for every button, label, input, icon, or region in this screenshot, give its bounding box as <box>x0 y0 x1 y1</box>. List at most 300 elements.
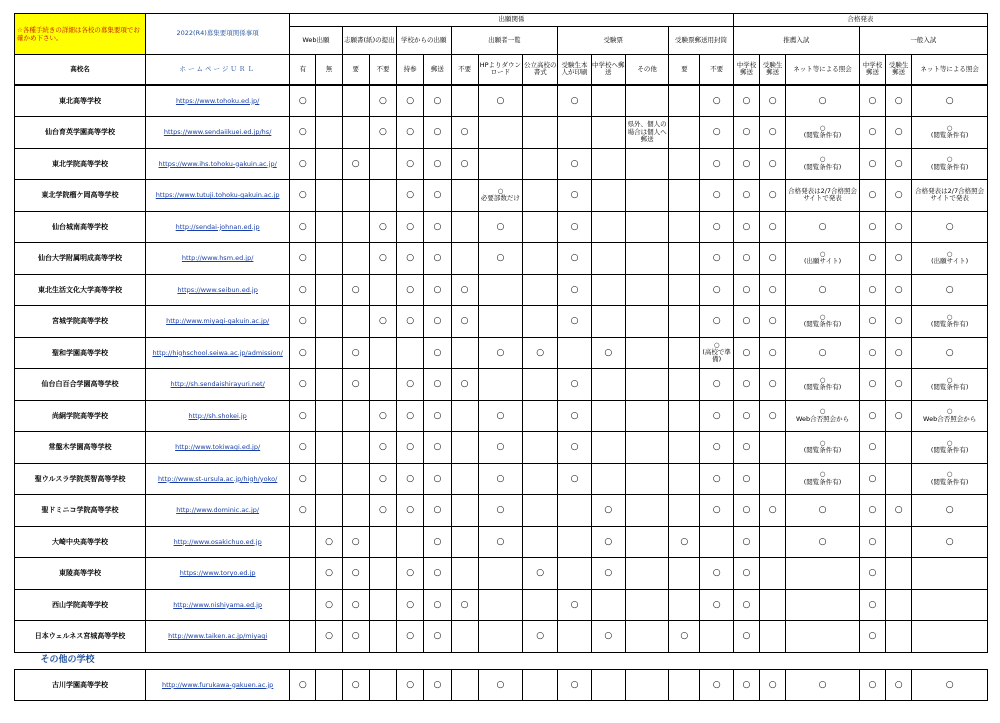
status-cell <box>342 432 369 464</box>
school-name: 仙台育英学園高等学校 <box>15 117 146 149</box>
status-cell: ○ <box>700 369 733 401</box>
status-cell <box>290 621 316 653</box>
status-cell <box>669 211 700 243</box>
school-url-link[interactable]: http://sendai-johnan.ed.jp <box>175 222 260 231</box>
status-cell: ○ <box>886 400 912 432</box>
status-cell: ○ <box>369 400 396 432</box>
status-cell <box>591 148 625 180</box>
status-cell: ○ <box>859 274 885 306</box>
status-cell: ○ <box>886 211 912 243</box>
status-cell: ○ <box>859 243 885 275</box>
status-cell <box>625 526 668 558</box>
status-cell: ○ <box>342 526 369 558</box>
status-cell: ○ (閲覧条件有) <box>786 117 860 149</box>
status-cell: ○ <box>342 669 369 701</box>
status-cell: ○ <box>591 558 625 590</box>
status-cell: ○ <box>733 463 759 495</box>
status-cell <box>591 211 625 243</box>
status-cell: ○ <box>700 274 733 306</box>
status-cell <box>369 621 396 653</box>
status-cell: ○ <box>760 148 786 180</box>
status-cell <box>700 526 733 558</box>
status-cell: ○ <box>397 180 424 212</box>
school-url-link[interactable]: http://www.taiken.ac.jp/miyagi <box>168 632 268 641</box>
table-row <box>15 526 988 558</box>
status-cell: ○ <box>316 526 342 558</box>
status-cell <box>478 306 522 338</box>
status-cell <box>625 669 668 701</box>
school-url-link[interactable]: https://www.seibun.ed.jp <box>177 285 258 294</box>
group-result-header: 合格発表 <box>733 14 987 27</box>
status-cell: ○ <box>700 306 733 338</box>
status-cell <box>558 558 591 590</box>
school-table <box>14 13 988 701</box>
status-cell: ○ <box>523 621 558 653</box>
page-subtitle: ホームページＵＲＬ <box>146 55 290 85</box>
school-name: 西山学院高等学校 <box>15 589 146 621</box>
status-cell: ○ (閲覧条件有) <box>912 432 988 464</box>
status-cell: ○ <box>523 558 558 590</box>
school-name: 東北高等学校 <box>15 85 146 117</box>
status-cell <box>523 669 558 701</box>
status-cell <box>625 337 668 369</box>
status-cell <box>451 400 478 432</box>
table-row <box>15 148 988 180</box>
status-cell <box>912 589 988 621</box>
status-cell: ○ <box>859 369 885 401</box>
status-cell: ○ <box>760 400 786 432</box>
status-cell <box>478 369 522 401</box>
status-cell <box>316 432 342 464</box>
status-cell: ○ <box>786 526 860 558</box>
status-cell <box>669 85 700 117</box>
status-cell: ○ <box>369 495 396 527</box>
status-cell: ○ <box>478 669 522 701</box>
sub-header: その他 <box>625 55 668 85</box>
school-name: 尚絅学院高等学校 <box>15 400 146 432</box>
status-cell: ○ <box>733 589 759 621</box>
status-cell <box>669 432 700 464</box>
status-cell <box>369 180 396 212</box>
table-row <box>15 117 988 149</box>
school-name-column-header: 高校名 <box>15 55 146 85</box>
status-cell: ○ (高校で準備) <box>700 337 733 369</box>
status-cell: ○ <box>558 243 591 275</box>
status-cell <box>886 526 912 558</box>
status-cell <box>523 369 558 401</box>
school-name: 東北生活文化大学高等学校 <box>15 274 146 306</box>
status-cell <box>342 85 369 117</box>
sub-header: ネット等による照会 <box>912 55 988 85</box>
status-cell: ○ <box>290 369 316 401</box>
page-title: 2022(R4)募集要項関係事項 <box>146 14 290 55</box>
status-cell: ○ <box>290 180 316 212</box>
group-application-header: 出願関係 <box>290 14 734 27</box>
status-cell: ○ <box>760 243 786 275</box>
table-row <box>15 669 988 701</box>
school-name: 大崎中央高等学校 <box>15 526 146 558</box>
status-cell <box>558 117 591 149</box>
status-cell: 合格発表は2/7合格照会サイトで発表 <box>912 180 988 212</box>
status-cell <box>669 148 700 180</box>
status-cell <box>523 400 558 432</box>
school-url-cell <box>146 148 290 180</box>
status-cell: ○ <box>733 400 759 432</box>
status-cell: ○ <box>290 337 316 369</box>
status-cell: ○ <box>760 180 786 212</box>
sub-header: 受験生郵送 <box>886 55 912 85</box>
status-cell <box>342 243 369 275</box>
school-url-link[interactable]: http://www.osakichuo.ed.jp <box>173 537 262 546</box>
status-cell: ○ <box>912 495 988 527</box>
status-cell: ○ <box>886 495 912 527</box>
status-cell: ○ <box>733 148 759 180</box>
status-cell: ○ <box>369 211 396 243</box>
status-cell: ○ <box>786 85 860 117</box>
school-url-link[interactable]: https://www.ihs.tohoku-gakuin.ac.jp/ <box>158 159 277 168</box>
status-cell: ○ <box>369 85 396 117</box>
status-cell: ○ <box>700 463 733 495</box>
status-cell <box>591 589 625 621</box>
school-url-cell <box>146 621 290 653</box>
table-row <box>15 495 988 527</box>
status-cell: ○ <box>786 274 860 306</box>
school-url-link[interactable]: http://www.furukawa-gakuen.ac.jp <box>161 680 274 689</box>
school-table-sheet <box>14 13 988 701</box>
status-cell: ○ <box>700 400 733 432</box>
status-cell: ○ <box>342 337 369 369</box>
status-cell: ○ <box>397 117 424 149</box>
status-cell <box>316 243 342 275</box>
status-cell: ○ <box>424 306 451 338</box>
status-cell: ○ <box>558 211 591 243</box>
sub-header: 中学校郵送 <box>859 55 885 85</box>
status-cell: ○ <box>369 243 396 275</box>
status-cell: ○ <box>424 243 451 275</box>
status-cell <box>591 274 625 306</box>
status-cell <box>591 117 625 149</box>
status-cell: ○ <box>859 337 885 369</box>
status-cell: ○ <box>912 526 988 558</box>
status-cell <box>478 117 522 149</box>
status-cell: ○ (出願サイト) <box>912 243 988 275</box>
status-cell: ○ <box>369 306 396 338</box>
school-url-link[interactable]: https://www.tutuji.tohoku-gakuin.ac.jp <box>155 191 280 200</box>
sub-header: 不要 <box>369 55 396 85</box>
status-cell: ○ <box>290 463 316 495</box>
status-cell: ○ <box>760 211 786 243</box>
status-cell: ○ (閲覧条件有) <box>786 306 860 338</box>
status-cell: ○ <box>859 180 885 212</box>
status-cell: ○ <box>558 669 591 701</box>
status-cell <box>625 180 668 212</box>
status-cell: ○ <box>558 306 591 338</box>
status-cell: ○ <box>859 589 885 621</box>
status-cell <box>669 400 700 432</box>
status-cell: ○ <box>369 463 396 495</box>
status-cell: ○ <box>451 369 478 401</box>
status-cell: ○ <box>290 400 316 432</box>
status-cell: ○ <box>760 117 786 149</box>
status-cell <box>591 306 625 338</box>
status-cell: ○ <box>478 495 522 527</box>
status-cell: ○ <box>290 669 316 701</box>
status-cell: ○ <box>733 621 759 653</box>
status-cell <box>669 558 700 590</box>
status-cell: ○ <box>290 432 316 464</box>
school-name: 東北学院榴ケ岡高等学校 <box>15 180 146 212</box>
school-name: 東北学院高等学校 <box>15 148 146 180</box>
status-cell <box>523 243 558 275</box>
status-cell: ○ <box>424 274 451 306</box>
status-cell: ○ <box>558 180 591 212</box>
status-cell: ○ <box>859 621 885 653</box>
status-cell <box>558 495 591 527</box>
school-name: 仙台大学附属明成高等学校 <box>15 243 146 275</box>
school-url-link[interactable]: https://www.tohoku.ed.jp/ <box>175 96 260 105</box>
status-cell <box>451 621 478 653</box>
status-cell: ○ <box>290 243 316 275</box>
school-url-cell <box>146 432 290 464</box>
status-cell: ○ <box>558 369 591 401</box>
status-cell <box>523 180 558 212</box>
status-cell <box>397 337 424 369</box>
status-cell: ○ <box>478 243 522 275</box>
status-cell: ○ <box>591 526 625 558</box>
status-cell: ○ <box>290 211 316 243</box>
status-cell: ○ <box>859 117 885 149</box>
school-url-link[interactable]: http://www.dominic.ac.jp/ <box>176 506 260 515</box>
table-row <box>15 243 988 275</box>
status-cell <box>523 495 558 527</box>
school-name: 古川学園高等学校 <box>15 669 146 701</box>
status-cell: ○ <box>316 558 342 590</box>
status-cell: ○ <box>733 117 759 149</box>
status-cell: ○ 必要部数だけ <box>478 180 522 212</box>
status-cell <box>316 463 342 495</box>
status-cell <box>523 463 558 495</box>
status-cell: ○ <box>669 526 700 558</box>
status-cell <box>316 400 342 432</box>
status-cell: ○ <box>669 621 700 653</box>
status-cell: ○ <box>478 463 522 495</box>
status-cell <box>342 306 369 338</box>
status-cell <box>625 589 668 621</box>
school-url-link[interactable]: http://sh.sendaishirayuri.net/ <box>170 380 265 389</box>
status-cell: ○ <box>859 148 885 180</box>
school-url-cell <box>146 526 290 558</box>
status-cell <box>397 526 424 558</box>
status-cell: ○ <box>733 85 759 117</box>
status-cell <box>451 243 478 275</box>
school-url-link[interactable]: http://sh.shokei.jp <box>188 411 247 420</box>
status-cell <box>523 85 558 117</box>
table-row <box>15 337 988 369</box>
status-cell <box>786 558 860 590</box>
status-cell <box>625 495 668 527</box>
status-cell: ○ <box>859 306 885 338</box>
status-cell: ○ <box>912 211 988 243</box>
status-cell: ○ <box>397 306 424 338</box>
sub-header: 持参 <box>397 55 424 85</box>
status-cell: ○ <box>733 369 759 401</box>
status-cell: ○ <box>397 85 424 117</box>
status-cell <box>478 558 522 590</box>
status-cell: ○ <box>700 117 733 149</box>
status-cell <box>342 495 369 527</box>
status-cell <box>316 180 342 212</box>
status-cell: ○ <box>786 669 860 701</box>
school-url-link[interactable]: http://www.st-ursula.ac.jp/high/yoko/ <box>157 474 278 483</box>
school-name: 常盤木学園高等学校 <box>15 432 146 464</box>
school-url-cell <box>146 589 290 621</box>
status-cell: ○ <box>733 243 759 275</box>
status-cell: ○ <box>859 526 885 558</box>
table-row <box>15 306 988 338</box>
status-cell <box>591 669 625 701</box>
sub-header: 無 <box>316 55 342 85</box>
status-cell <box>669 463 700 495</box>
status-cell: ○ <box>424 117 451 149</box>
sub-header: 不要 <box>451 55 478 85</box>
school-url-cell <box>146 337 290 369</box>
status-cell: ○ <box>591 621 625 653</box>
school-url-cell <box>146 495 290 527</box>
ticket-envelope-header: 受験票郵送用封筒 <box>669 27 734 55</box>
status-cell: ○ <box>424 369 451 401</box>
status-cell: ○ <box>760 369 786 401</box>
status-cell: ○ (閲覧条件有) <box>786 148 860 180</box>
status-cell <box>451 669 478 701</box>
status-cell: ○ <box>290 85 316 117</box>
status-cell: ○ <box>886 148 912 180</box>
status-cell <box>290 526 316 558</box>
status-cell <box>700 621 733 653</box>
school-url-link[interactable]: https://www.sendaiikuei.ed.jp/hs/ <box>163 128 272 137</box>
table-row <box>15 589 988 621</box>
status-cell: ○ (閲覧条件有) <box>912 463 988 495</box>
school-url-link[interactable]: http://highschool.seiwa.ac.jp/admission/ <box>152 348 283 357</box>
applicant-list-header: 出願者一覧 <box>451 27 558 55</box>
school-url-link[interactable]: http://www.nishiyama.ed.jp <box>173 600 263 609</box>
status-cell: ○ <box>451 117 478 149</box>
status-cell <box>669 669 700 701</box>
status-cell <box>760 621 786 653</box>
school-url-link[interactable]: http://www.hsm.ed.jp/ <box>181 254 254 263</box>
status-cell: ○ <box>424 669 451 701</box>
status-cell: ○ <box>700 85 733 117</box>
school-url-cell <box>146 180 290 212</box>
status-cell: ○ <box>700 148 733 180</box>
school-url-cell <box>146 274 290 306</box>
school-url-cell <box>146 85 290 117</box>
school-url-link[interactable]: http://www.tokiwagi.ed.jp/ <box>175 443 261 452</box>
table-row <box>15 400 988 432</box>
status-cell: ○ <box>558 148 591 180</box>
status-cell <box>369 337 396 369</box>
sub-header: 要 <box>669 55 700 85</box>
status-cell: ○ <box>342 148 369 180</box>
status-cell <box>451 526 478 558</box>
other-schools-heading: その他の学校 <box>15 652 988 669</box>
status-cell <box>591 243 625 275</box>
status-cell: ○ <box>342 558 369 590</box>
status-cell <box>591 432 625 464</box>
status-cell: ○ <box>886 669 912 701</box>
status-cell: ○ <box>886 243 912 275</box>
status-cell <box>886 463 912 495</box>
status-cell: ○ <box>397 274 424 306</box>
status-cell: ○ Web合否照会から <box>912 400 988 432</box>
status-cell: ○ <box>424 148 451 180</box>
other-school-rows <box>15 669 988 701</box>
status-cell: ○ <box>397 463 424 495</box>
status-cell: ○ <box>760 337 786 369</box>
status-cell: ○ <box>451 274 478 306</box>
status-cell: 県外、個人の場合は個人へ郵送 <box>625 117 668 149</box>
status-cell: ○ <box>591 337 625 369</box>
general-header: 一般入試 <box>859 27 987 55</box>
status-cell <box>558 621 591 653</box>
status-cell: ○ <box>886 306 912 338</box>
status-cell <box>625 85 668 117</box>
school-url-cell <box>146 306 290 338</box>
status-cell <box>669 274 700 306</box>
status-cell: ○ <box>558 432 591 464</box>
notice-box: ☆各種手続きの詳細は各校の募集要項でお確かめ下さい。 <box>15 14 146 55</box>
status-cell: ○ <box>733 669 759 701</box>
status-cell: ○ <box>290 274 316 306</box>
status-cell: ○ <box>591 495 625 527</box>
status-cell: ○ <box>886 85 912 117</box>
status-cell: 合格発表は2/7合格照会サイトで発表 <box>786 180 860 212</box>
school-url-link[interactable]: https://www.toryo.ed.jp <box>179 569 256 578</box>
status-cell: ○ (閲覧条件有) <box>912 148 988 180</box>
status-cell: ○ <box>424 558 451 590</box>
school-url-cell <box>146 558 290 590</box>
school-url-link[interactable]: http://www.miyagi-gakuin.ac.jp/ <box>166 317 270 326</box>
status-cell <box>478 621 522 653</box>
status-cell <box>625 211 668 243</box>
status-cell: ○ <box>478 337 522 369</box>
recommend-header: 推薦入試 <box>733 27 859 55</box>
table-row <box>15 558 988 590</box>
status-cell <box>886 621 912 653</box>
school-name: 聖和学園高等学校 <box>15 337 146 369</box>
status-cell: ○ <box>700 432 733 464</box>
status-cell: ○ <box>700 495 733 527</box>
school-url-cell <box>146 669 290 701</box>
status-cell <box>290 589 316 621</box>
sub-header: 要 <box>342 55 369 85</box>
status-cell: ○ <box>859 432 885 464</box>
status-cell: ○ <box>886 180 912 212</box>
status-cell <box>669 337 700 369</box>
status-cell <box>786 621 860 653</box>
school-name: 聖ウルスラ学院英智高等学校 <box>15 463 146 495</box>
status-cell: ○ <box>478 400 522 432</box>
status-cell <box>760 463 786 495</box>
status-cell <box>342 400 369 432</box>
status-cell: ○ <box>397 558 424 590</box>
from-school-header: 学校からの出願 <box>397 27 451 55</box>
table-row <box>15 432 988 464</box>
status-cell: ○ <box>859 400 885 432</box>
sub-header: 郵送 <box>424 55 451 85</box>
status-cell <box>760 432 786 464</box>
exam-ticket-header: 受験票 <box>558 27 669 55</box>
table-row <box>15 180 988 212</box>
